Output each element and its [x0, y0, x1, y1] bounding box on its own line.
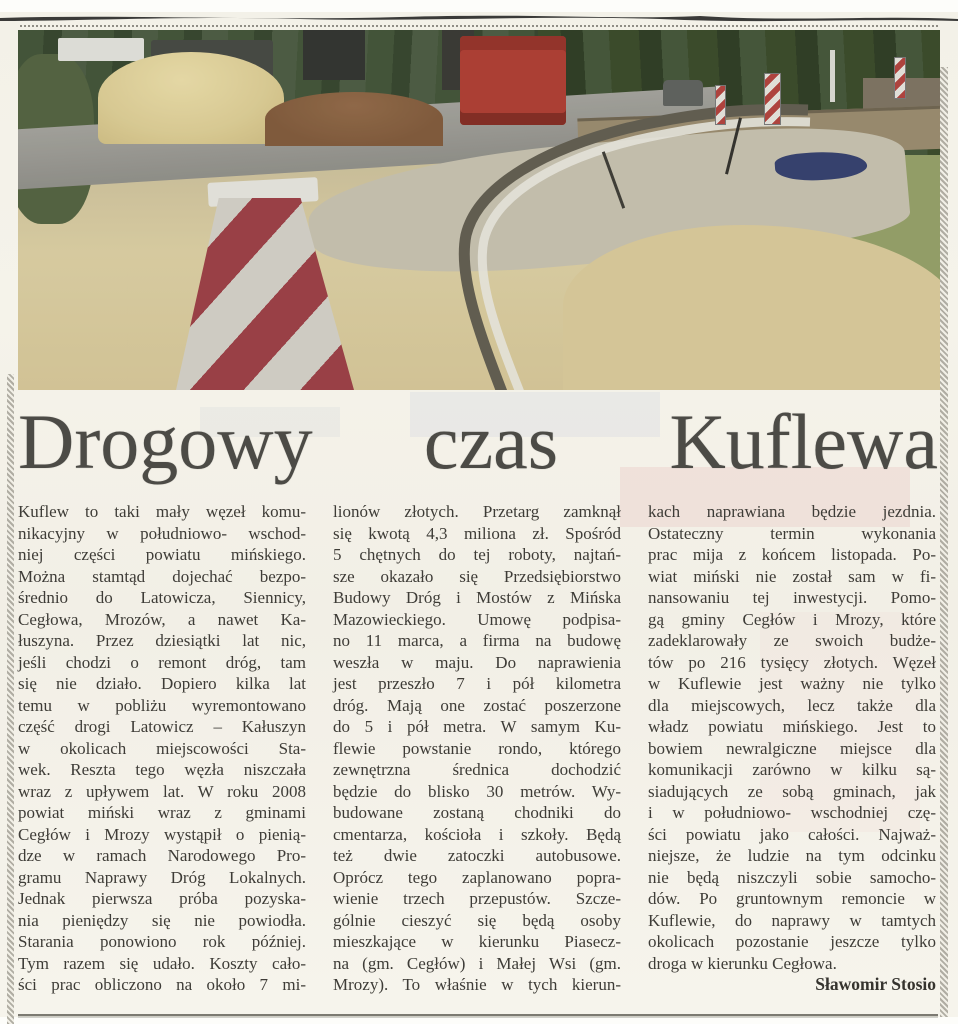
- text-line: dów. Po gruntownym remoncie w: [648, 889, 936, 908]
- article-body: [18, 501, 936, 996]
- text-line: nia pieniędzy się nie powiodła.: [18, 910, 306, 930]
- text-line: nie będą niszczyli sobie samocho-: [648, 867, 936, 887]
- text-line: Tym razem się udało. Koszty cało-: [18, 953, 306, 973]
- text-line: gą gminy Cegłów i Mrozy, które: [648, 609, 936, 629]
- text-line: wraz z upływem lat. W roku 2008: [18, 781, 306, 801]
- scan-edge-right: [940, 67, 948, 1017]
- text-line: jeśli chodzi o remont dróg, tam: [18, 652, 306, 672]
- scan-edge-left: [7, 374, 14, 1024]
- text-line: Jednak pierwsza próba pozyska-: [18, 889, 306, 908]
- text-line: wek. Reszta tego węzła niszczała: [18, 760, 306, 779]
- text-line: niej części powiatu mińskiego.: [18, 545, 306, 564]
- text-line: wienie trzech przepustów. Szcze-: [333, 889, 621, 908]
- text-line: Kuflew to taki mały węzeł komu-: [18, 502, 306, 521]
- text-line: prac mija z końcem listopada. Po-: [648, 545, 936, 564]
- text-line: średnio do Latowicza, Siennicy,: [18, 588, 306, 607]
- text-line: władz powiatu mińskiego. Jest to: [648, 717, 936, 736]
- newspaper-clipping: [0, 12, 958, 1017]
- text-line: też dwie zatoczki autobusowe.: [333, 846, 621, 865]
- text-line: Kuflewie, do naprawy w tamtych: [648, 910, 936, 930]
- text-line: nikacyjny w południowo- wschod-: [18, 523, 306, 543]
- article-last-line: droga w kierunku Cegłowa.: [648, 953, 837, 973]
- text-line: Ostateczny termin wykonania: [648, 523, 936, 543]
- text-line: Starania ponowiono rok później.: [18, 932, 306, 951]
- article-column-3: [648, 501, 936, 996]
- traffic-post: [715, 85, 726, 125]
- traffic-post: [894, 57, 906, 99]
- text-line: w Kuflewie jest ważny nie tylko: [648, 674, 936, 693]
- text-line: okolicach pozostanie jeszcze tylko: [648, 932, 936, 951]
- text-line: się nie działo. Dopiero kilka lat: [18, 674, 306, 693]
- text-line: budowane zostaną chodniki do: [333, 803, 621, 822]
- text-line: nansowaniu tej inwestycji. Pomo-: [648, 588, 936, 607]
- bottom-rule: [18, 1014, 938, 1016]
- text-line: ści prac obliczono na około 7 mi-: [18, 975, 306, 994]
- text-line: się kwotą 4,3 miliona zł. Spośród: [333, 523, 621, 543]
- text-line: komunikacji zarówno w kilku są-: [648, 760, 936, 779]
- text-line: tów po 216 tysięcy złotych. Węzeł: [648, 652, 936, 672]
- text-line: temu w pobliżu wyremontowano: [18, 695, 306, 715]
- text-line: i w południowo- wschodniej czę-: [648, 803, 936, 822]
- text-line: wiat miński nie został sam w fi-: [648, 566, 936, 586]
- text-line: dróg. Mają one zostać poszerzone: [333, 695, 621, 715]
- text-line: dla miejscowych, lecz także dla: [648, 695, 936, 715]
- text-line: Cegłowa, Mrozów, a nawet Ka-: [18, 609, 306, 629]
- text-line: łuszyna. Przez dziesiątki lat nic,: [18, 631, 306, 650]
- text-line: no 11 marca, a firma na budowę: [333, 631, 621, 650]
- white-pole: [830, 50, 835, 102]
- text-line: w okolicach miejscowości Sta-: [18, 738, 306, 758]
- text-line: Cegłów i Mrozy wystąpił o pienią-: [18, 824, 306, 844]
- text-line: lionów złotych. Przetarg zamknął: [333, 502, 621, 521]
- text-line: część drogi Latowicz – Kałuszyn: [18, 717, 306, 736]
- article-column-2: [333, 501, 621, 996]
- text-line: weszła w maju. Do naprawienia: [333, 652, 621, 672]
- text-line: niejsze, że ludzie na tym odcinku: [648, 846, 936, 865]
- text-line: bowiem newralgiczne miejsce dla: [648, 738, 936, 758]
- article-photo: [18, 30, 940, 390]
- text-line: do 5 i pół metra. W samym Ku-: [333, 717, 621, 736]
- text-line: Mazowieckiego. Umowę podpisa-: [333, 609, 621, 629]
- text-line: 5 chętnych do tej roboty, najtań-: [333, 545, 621, 564]
- text-line: Można stamtąd dojechać bezpo-: [18, 566, 306, 586]
- text-line: sze okazało się Przedsiębiorstwo: [333, 566, 621, 586]
- text-line: Mrozy). To właśnie w tych kierun-: [333, 975, 621, 994]
- text-line: dze w ramach Narodowego Pro-: [18, 846, 306, 865]
- scan-dotted-line: [20, 25, 940, 27]
- column-3-lines: [648, 501, 936, 953]
- traffic-post: [764, 73, 781, 125]
- text-line: zadeklarowały ze swoich budże-: [648, 631, 936, 650]
- scan-edge-top: [0, 12, 958, 26]
- text-line: Oprócz tego zaplanowano popra-: [333, 867, 621, 887]
- text-line: kach naprawiana będzie jezdnia.: [648, 502, 936, 521]
- headline: Drogowy czas Kuflewa: [18, 398, 938, 485]
- text-line: Budowy Dróg i Mostów z Mińska: [333, 588, 621, 607]
- text-line: gólnie cieszyć się będą osoby: [333, 910, 621, 930]
- text-line: powiat miński wraz z gminami: [18, 803, 306, 822]
- text-line: gramu Naprawy Dróg Lokalnych.: [18, 867, 306, 887]
- text-line: będzie do blisko 30 metrów. Wy-: [333, 781, 621, 801]
- text-line: na (gm. Cegłów) i Małej Wsi (gm.: [333, 953, 621, 973]
- text-line: zewnętrzna średnica dochodzić: [333, 760, 621, 779]
- text-line: cmentarza, kościoła i szkoły. Będą: [333, 824, 621, 844]
- text-line: jest przeszło 7 i pół kilometra: [333, 674, 621, 693]
- text-line: ści powiatu jako całości. Najważ-: [648, 824, 936, 844]
- text-line: mieszkające w kierunku Piasecz-: [333, 932, 621, 951]
- text-line: siadujących ze sobą gminach, jak: [648, 781, 936, 801]
- author-byline: Sławomir Stosio: [815, 974, 936, 994]
- article-column-1: [18, 501, 306, 996]
- text-line: flewie powstanie rondo, którego: [333, 738, 621, 758]
- new-curb-line: [18, 30, 940, 390]
